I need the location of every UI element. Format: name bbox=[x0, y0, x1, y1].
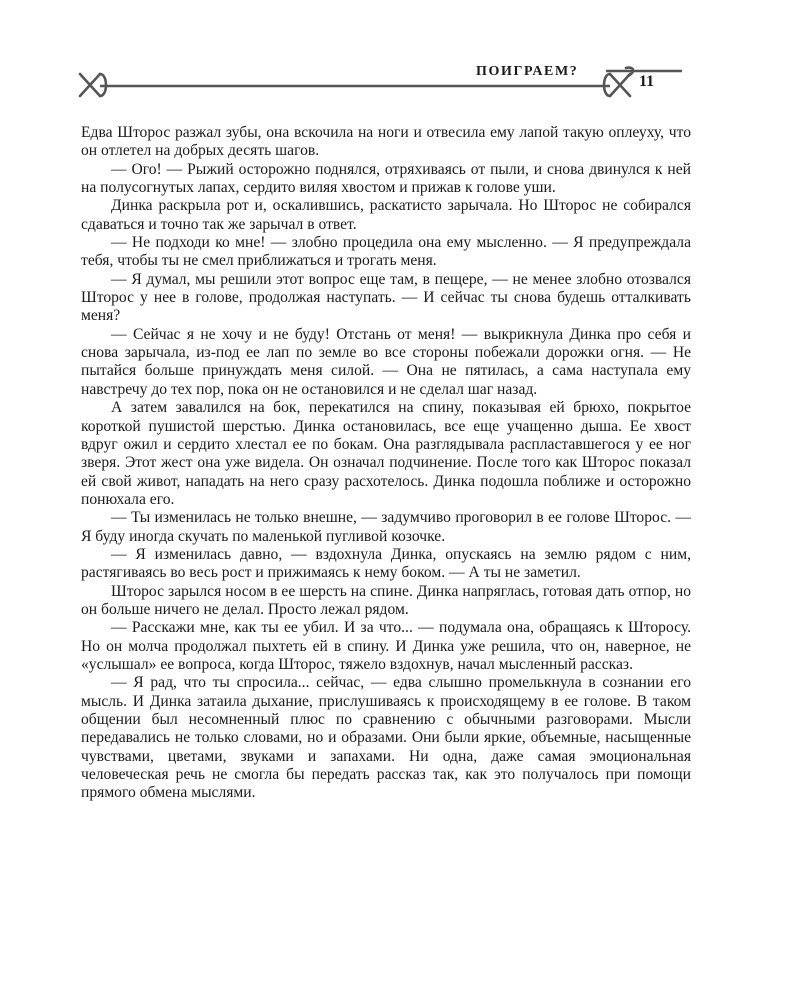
paragraph: — Сейчас я не хочу и не буду! Отстань от меня! — выкрикнула Динка про себя и снова зарычала, из-под ее лап по земле во все стороны побежали дорожки огня. — Не пытайся больше принуждать меня силой. — Она не пятилась, а сама наступала ему навстречу до тех пор, пока он не остановился и не сделал шаг назад. bbox=[81, 325, 691, 398]
paragraph: — Я рад, что ты спросила... сейчас, — едва слышно промелькнула в сознании его мысль. И Динка затаила дыхание, прислушиваясь к происходящему в ее голове. В таком общении был несомненный плюс по сравнению с обычными разговорами. Мысли передавались не только словами, но и образами. Они были яркие, объемные, насыщенные чувствами, цветами, звуками и запахами. Ни одна, даже самая эмоциональная человеческая речь не смогла бы передать рассказ так, как это получалось при помощи прямого обмена мыслями. bbox=[81, 674, 691, 802]
page-number: 11 bbox=[639, 73, 655, 90]
paragraph: — Я думал, мы решили этот вопрос еще там, в пещере, — не менее злобно отозвался Шторос у нее в голове, продолжая наступать. — И сейчас ты снова будешь отталкивать меня? bbox=[81, 270, 691, 325]
paragraph: Динка раскрыла рот и, оскалившись, раскатисто зарычала. Но Шторос не собирался сдаваться и точно так же зарычал в ответ. bbox=[81, 197, 691, 233]
paragraph: А затем завалился на бок, перекатился на спину, показывая ей брюхо, покрытое короткой пушистой шерстью. Динка остановилась, все еще учащенно дыша. Ее хвост вдруг ожил и сердито хлестал ее по бокам. Она разглядывала распластавшегося у ее ног зверя. Этот жест она уже видела. Он означал подчинение. После того как Шторос показал ей свой живот, нападать на него сразу расхотелось. Динка подошла поближе и осторожно понюхала его. bbox=[81, 399, 691, 508]
paragraph: — Не подходи ко мне! — злобно процедила она ему мысленно. — Я предупреждала тебя, чтобы ты не смел приближаться и трогать меня. bbox=[81, 234, 691, 270]
paragraph: — Ты изменилась не только внешне, — задумчиво проговорил в ее голове Шторос. — Я буду иногда скучать по маленькой пугливой козочке. bbox=[81, 509, 691, 545]
paragraph: Шторос зарылся носом в ее шерсть на спине. Динка напряглась, готовая дать отпор, но он больше ничего не делал. Просто лежал рядом. bbox=[81, 582, 691, 618]
header-rule bbox=[78, 60, 688, 100]
running-header bbox=[78, 60, 688, 100]
running-title: ПОИГРАЕМ? bbox=[476, 64, 579, 79]
paragraph: — Ого! — Рыжий осторожно поднялся, отряхиваясь от пыли, и снова двинулся к ней на полусогнутых лапах, сердито виляя хвостом и прижав к голове уши. bbox=[81, 160, 691, 197]
paragraph: — Расскажи мне, как ты ее убил. И за что... — подумала она, обращаясь к Шторосу. Но он молча продолжал пыхтеть ей в спину. И Динка уже решила, что он, наверное, не «услышал» ее вопроса, когда Шторос, тяжело вздохнув, начал мысленный рассказ. bbox=[81, 619, 691, 673]
body-text bbox=[81, 124, 691, 803]
paragraph: — Я изменилась давно, — вздохнула Динка, опускаясь на землю рядом с ним, растягиваясь во весь рост и прижимаясь к нему боком. — А ты не заметил. bbox=[81, 545, 691, 582]
paragraph: Едва Шторос разжал зубы, она вскочила на ноги и отвесила ему лапой такую оплеуху, что он отлетел на добрых десять шагов. bbox=[81, 124, 691, 160]
